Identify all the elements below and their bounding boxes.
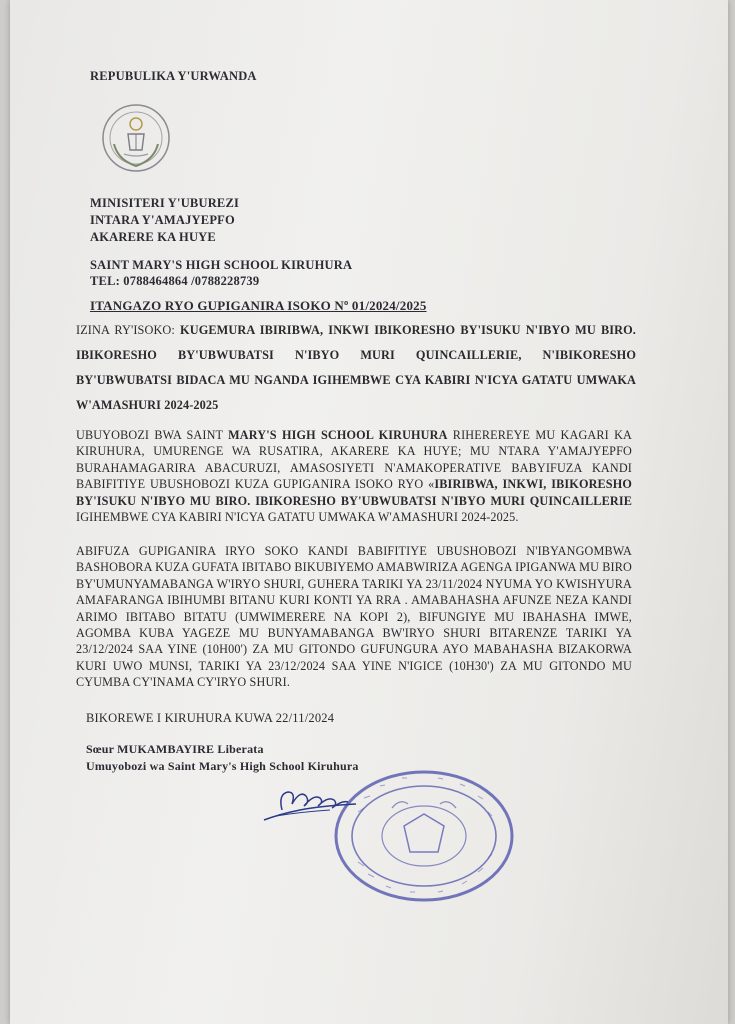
national-emblem-icon [98, 98, 174, 180]
signatory-title: Umuyobozi wa Saint Mary's High School Kiruhura [86, 759, 359, 773]
district-heading: AKARERE KA HUYE [90, 230, 216, 244]
tender-title: KUGEMURA IBIRIBWA, INKWI IBIKORESHO BY'ISUKU N'IBYO MU BIRO. IBIKORESHO BY'UBWUBATSI N'IBYO MURI QUINCAILLERIE, N'IBIKORESHO BY'UBWUBATSI BIDACA MU NGANDA IGIHEMBWE CYA KABIRI N'ICYA GATATU UMWAKA W'AMASHURI 2024-2025 [76, 323, 636, 412]
tender-label: IZINA RY'ISOKO: [76, 323, 181, 337]
province-heading: INTARA Y'AMAJYEPFO [90, 213, 235, 227]
p1-intro: UBUYOBOZI BWA SAINT [76, 428, 229, 442]
notice-title: ITANGAZO RYO GUPIGANIRA ISOKO Nº 01/2024/2025 [90, 298, 427, 313]
ministry-heading: MINISITERI Y'UBUREZI [90, 196, 240, 210]
signature-icon [260, 780, 365, 830]
p1-school-name: MARY'S HIGH SCHOOL KIRUHURA [228, 428, 448, 442]
document-page [10, 0, 728, 1024]
done-at-line: BIKOREWE I KIRUHURA KUWA 22/11/2024 [86, 711, 335, 725]
signatory-name: Sœur MUKAMBAYIRE Liberata [86, 742, 264, 756]
republic-heading: REPUBULIKA Y'URWANDA [90, 69, 257, 83]
p1-period: IGIHEMBWE CYA KABIRI N'ICYA GATATU UMWAKA W'AMASHURI 2024-2025. [76, 510, 519, 525]
p1-tender-items: IBIRIBWA, INKWI, IBIKORESHO BY'ISUKU N'IBYO MU BIRO. IBIKORESHO BY'UBWUBATSI N'IBYO MURI QUINCAILLERIE [76, 477, 632, 508]
body-paragraph-2: ABIFUZA GUPIGANIRA IRYO SOKO KANDI BABIFITIYE UBUSHOBOZI N'IBYANGOMBWA BASHOBORA KUZA GUFATA IBITABO BIKUBIYEMO AMABWIRIZA AGENGA IPIGANWA MU BIRO BY'UMUNYAMABANGA W'IRYO SHURI, GUHERA TARIKI YA 23/11/2024 NYUMA YO KWISHYURA AMAFARANGA IBIHUMBI BITANU KURI KONTI YA RRA . AMABAHASHA AFUNZE NEZA KANDI ARIMO IBITABO BITATU (UMWIMERERE NA KOPI 2), BIFUNGIYE MU IBAHASHA IMWE, AGOMBA KUBA YAGEZE MU BUNYAMABANGA BW'IRYO SHURI BITARENZE TARIKI YA 23/12/2024 SAA YINE (10H00') ZA MU GITONDO GUFUNGURA AYO MABAHASHA BIZAKORWA KURI UWO MUNSI, TARIKI YA 23/12/2024 SAA YINE N'IGICE (10H30') ZA MU GITONDO MU CYUMBA CY'INAMA CY'IRYO SHURI. [76, 544, 632, 690]
tender-name [76, 318, 636, 418]
p1-location: RIHEREREYE MU KAGARI KA KIRUHURA, UMURENGE WA RUSATIRA, AKARERE KA HUYE; MU NTARA Y'AMAJYEPFO BURAHAMAGARIRA ABACURUZI, AMASOSIYETI N'AMAKOPERATIVE BABYIFUZA KANDI BABIFITIYE UBUSHOBOZI KUZA GUPIGANIRA ISOKO RYO « [76, 428, 633, 492]
school-heading: SAINT MARY'S HIGH SCHOOL KIRUHURA [90, 258, 353, 272]
school-phone: TEL: 0788464864 /0788228739 [90, 274, 260, 288]
body-paragraph-1 [76, 427, 632, 525]
